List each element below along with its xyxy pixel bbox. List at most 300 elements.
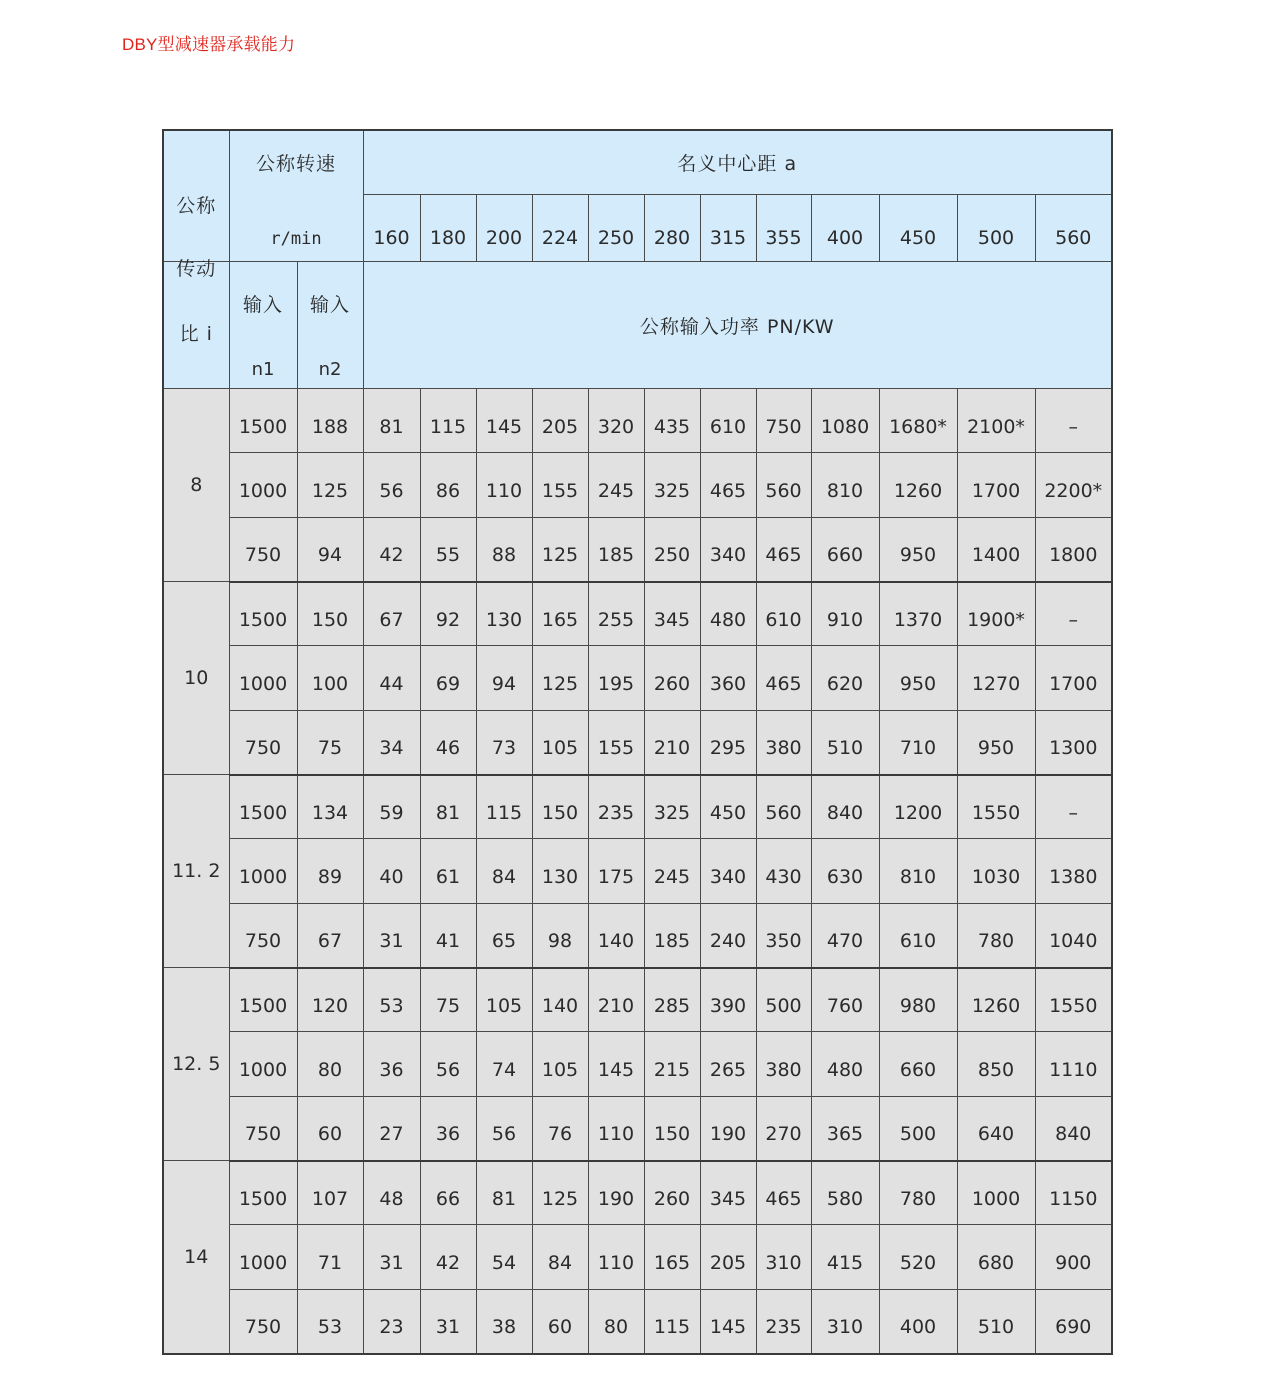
power-cell [879,453,957,518]
power-cell [1035,904,1112,968]
power-cell [957,453,1035,518]
input-n2-cell [297,389,363,453]
power-value: 41 [435,930,461,953]
input-n1-label: 输入 [242,294,283,316]
power-value: 260 [653,1187,691,1210]
input-n2-cell [297,1225,363,1290]
power-value: 840 [826,801,864,824]
center-distance-cell [588,195,644,262]
power-value: 125 [541,673,579,695]
power-value: 2100* [967,415,1025,438]
power-cell [957,646,1035,711]
power-value: 74 [491,1059,517,1081]
power-value: 81 [435,801,461,824]
power-value: 115 [485,801,523,824]
power-value: 710 [899,737,937,760]
power-cell [1035,389,1112,453]
power-value: 345 [653,608,691,631]
ratio-cell [163,968,229,1161]
power-cell [420,518,476,582]
input-n1-value: 1000 [238,866,288,888]
input-n1-value: 1500 [238,801,288,824]
power-cell [811,646,879,711]
power-cell [700,389,756,453]
power-cell [476,518,532,582]
power-value: 94 [491,673,517,695]
power-value: 110 [597,1123,635,1146]
input-n1-value: 1000 [238,1252,288,1274]
center-distance-cell [644,195,700,262]
power-value: 390 [709,994,747,1017]
power-cell [700,582,756,646]
power-cell [420,1097,476,1161]
power-cell [1035,839,1112,904]
input-n2-cell [297,1290,363,1354]
power-cell [588,904,644,968]
power-cell [644,389,700,453]
power-cell [879,518,957,582]
power-value: 1380 [1049,866,1098,888]
power-value: – [1068,415,1078,438]
input-n2-value: 94 [317,544,343,567]
power-value: 165 [541,608,579,631]
power-value: 465 [765,544,802,567]
power-cell [420,839,476,904]
table-row [163,1097,1112,1161]
power-value: 1040 [1049,930,1098,953]
input-n1-cell [229,968,297,1032]
center-distance-cell [476,195,532,262]
power-value: 150 [653,1123,691,1146]
power-value: 105 [541,737,579,760]
input-n1-value: 1000 [238,480,288,502]
power-cell [363,453,420,518]
power-cell [532,1225,588,1290]
power-value: 73 [491,737,517,760]
power-cell [644,646,700,711]
input-n1-cell [229,711,297,775]
power-cell [363,711,420,775]
power-value: 1270 [971,673,1021,695]
power-cell [700,839,756,904]
power-cell [879,1290,957,1354]
power-value: 500 [765,994,802,1017]
power-cell [588,582,644,646]
power-cell [588,968,644,1032]
input-n1-cell [229,1290,297,1354]
power-value: 140 [597,930,635,953]
input-n2-cell [297,904,363,968]
power-cell [700,1161,756,1225]
power-value: 55 [435,544,461,567]
power-cell [420,968,476,1032]
ratio-header-top [163,130,229,262]
power-cell [700,711,756,775]
power-value: 245 [653,866,691,888]
power-cell [644,775,700,839]
power-value: 310 [826,1316,864,1339]
power-value: 1300 [1049,737,1098,760]
power-cell [420,1161,476,1225]
input-n2-cell [297,582,363,646]
power-cell [756,1097,811,1161]
ratio-value: 10 [184,667,209,689]
power-cell [476,1032,532,1097]
nominal-power-header [363,262,1112,389]
center-distance-label: 名义中心距 a [677,153,798,176]
table-row [163,1161,1112,1225]
document-title: DBY型减速器承载能力 [122,35,296,54]
power-cell [756,518,811,582]
power-value: 61 [435,866,461,888]
input-n1-value: 1000 [238,1059,288,1081]
power-cell [756,839,811,904]
power-cell [420,1225,476,1290]
power-value: 23 [379,1316,404,1339]
power-cell [756,389,811,453]
power-cell [363,904,420,968]
input-n1-cell [229,389,297,453]
power-cell [363,1225,420,1290]
power-value: 88 [491,544,517,567]
power-value: 325 [653,801,691,824]
power-value: 42 [435,1252,461,1274]
center-distance-value: 160 [373,227,410,250]
power-cell [811,1290,879,1354]
ratio-cell [163,389,229,582]
power-cell [532,775,588,839]
power-value: 480 [826,1059,864,1081]
power-cell [957,1032,1035,1097]
input-n1-header [229,262,297,389]
power-cell [700,646,756,711]
power-cell [644,1032,700,1097]
power-value: 580 [826,1187,864,1210]
power-cell [700,1032,756,1097]
power-value: 190 [709,1123,747,1146]
input-n2-value: 60 [317,1123,343,1146]
power-value: 53 [379,994,404,1017]
load-capacity-table [162,129,1113,1355]
power-cell [476,389,532,453]
ratio-label-line-1: 公称 [176,195,217,217]
power-value: 125 [541,544,579,567]
power-cell [1035,1225,1112,1290]
input-n2-value: 100 [311,673,349,695]
power-value: 325 [653,480,691,502]
input-n1-value: 1500 [238,994,288,1017]
power-value: 130 [485,608,523,631]
power-value: 110 [597,1252,635,1274]
power-cell [879,1097,957,1161]
table-row [163,1290,1112,1354]
power-value: 470 [826,930,864,953]
input-n2-cell [297,1097,363,1161]
power-value: 780 [899,1187,937,1210]
power-value: 1080 [820,415,870,438]
power-value: 610 [899,930,937,953]
input-n2-value: 188 [311,415,349,438]
power-value: 400 [899,1316,937,1339]
power-cell [957,1225,1035,1290]
power-cell [957,582,1035,646]
power-value: 980 [899,994,937,1017]
input-n1-value: 750 [244,1123,282,1146]
power-value: 175 [597,866,635,888]
power-value: 380 [765,1059,802,1081]
power-value: 215 [653,1059,691,1081]
power-value: 92 [435,608,461,631]
power-value: 340 [709,544,747,567]
power-value: 510 [977,1316,1015,1339]
power-cell [363,646,420,711]
center-distance-value: 280 [653,227,691,250]
power-value: 1110 [1049,1059,1098,1081]
power-cell [811,775,879,839]
power-cell [420,1290,476,1354]
power-value: 36 [435,1123,461,1146]
power-value: 1550 [1049,994,1098,1017]
power-value: 520 [899,1252,937,1274]
power-cell [1035,968,1112,1032]
power-cell [420,711,476,775]
power-value: 350 [765,930,802,953]
power-cell [476,453,532,518]
power-value: 81 [379,415,404,438]
center-distance-cell [957,195,1035,262]
input-n2-cell [297,646,363,711]
power-value: 295 [709,737,747,760]
power-value: 340 [709,866,747,888]
ratio-cell [163,1161,229,1354]
table-row [163,775,1112,839]
power-value: 185 [653,930,691,953]
input-n1-cell [229,1225,297,1290]
input-n2-cell [297,839,363,904]
power-cell [644,518,700,582]
power-cell [420,453,476,518]
power-cell [476,839,532,904]
table-row [163,711,1112,775]
power-value: 1800 [1049,544,1098,567]
power-cell [811,711,879,775]
power-value: 165 [653,1252,691,1274]
power-cell [879,839,957,904]
power-value: 235 [597,801,635,824]
power-cell [588,839,644,904]
input-n1-cell [229,1161,297,1225]
power-cell [588,389,644,453]
power-cell [957,389,1035,453]
center-distance-value: 400 [826,227,864,250]
power-value: 1370 [893,608,943,631]
power-value: 840 [1055,1123,1092,1146]
power-cell [879,1032,957,1097]
power-value: 105 [485,994,523,1017]
power-value: 250 [653,544,691,567]
power-value: 40 [379,866,404,888]
power-cell [476,582,532,646]
power-value: 510 [826,737,864,760]
power-cell [588,1225,644,1290]
power-value: 1000 [971,1187,1021,1210]
power-cell [588,453,644,518]
power-value: 610 [709,415,747,438]
power-cell [476,775,532,839]
power-value: 1260 [893,480,943,502]
power-cell [879,1161,957,1225]
input-n2-cell [297,1161,363,1225]
input-n1-value: 750 [244,930,282,953]
power-value: 38 [491,1316,517,1339]
power-value: 125 [541,1187,579,1210]
power-value: 31 [379,1252,404,1274]
power-cell [879,389,957,453]
power-value: 65 [491,930,517,953]
power-cell [1035,1097,1112,1161]
power-value: 81 [491,1187,517,1210]
power-cell [644,453,700,518]
power-cell [957,1290,1035,1354]
power-value: 1400 [971,544,1021,567]
table-row [163,968,1112,1032]
table-row [163,389,1112,453]
power-cell [476,1225,532,1290]
power-value: 34 [379,737,404,760]
power-value: 46 [435,737,461,760]
power-value: 1200 [893,801,943,824]
power-cell [957,968,1035,1032]
input-n1-cell [229,1032,297,1097]
power-cell [476,711,532,775]
power-value: 1030 [971,866,1021,888]
power-cell [756,1032,811,1097]
power-cell [811,904,879,968]
power-cell [588,1161,644,1225]
center-distance-value: 224 [541,227,579,250]
table-row [163,582,1112,646]
ratio-label-line-3: 比 i [179,323,213,345]
power-cell [644,582,700,646]
power-value: 145 [485,415,523,438]
power-cell [700,1225,756,1290]
power-value: 560 [765,480,802,502]
power-value: – [1068,801,1078,824]
power-value: 245 [597,480,635,502]
input-n1-cell [229,646,297,711]
power-value: 360 [709,673,747,695]
center-distance-value: 560 [1055,227,1092,250]
power-value: 680 [977,1252,1015,1274]
power-value: 320 [597,415,635,438]
power-value: 345 [709,1187,747,1210]
power-value: 105 [541,1059,579,1081]
power-value: 2200* [1044,480,1103,502]
power-value: 80 [603,1316,629,1339]
input-n2-value: 107 [311,1187,349,1210]
input-n1-cell [229,1097,297,1161]
input-n1-value: 750 [244,737,282,760]
input-n2-value: 134 [311,801,349,824]
power-cell [644,968,700,1032]
power-value: 270 [765,1123,802,1146]
power-cell [700,775,756,839]
power-cell [756,904,811,968]
power-cell [588,1097,644,1161]
power-cell [363,518,420,582]
power-cell [420,389,476,453]
input-n2-value: 67 [317,930,343,953]
input-n1-cell [229,453,297,518]
input-n1-cell [229,775,297,839]
table-row [163,839,1112,904]
power-cell [1035,646,1112,711]
power-cell [700,1097,756,1161]
input-n2-sub: n2 [318,359,342,380]
power-value: 760 [826,994,864,1017]
center-distance-cell [1035,195,1112,262]
center-distance-cell [420,195,476,262]
center-distance-value: 500 [977,227,1015,250]
power-value: 900 [1055,1252,1092,1274]
power-value: 150 [541,801,579,824]
power-cell [420,775,476,839]
input-n1-cell [229,582,297,646]
power-cell [420,582,476,646]
power-value: 115 [653,1316,691,1339]
power-cell [588,1290,644,1354]
power-cell [957,518,1035,582]
power-value: 950 [977,737,1015,760]
power-value: 285 [653,994,691,1017]
nominal-power-label: 公称输入功率 PN/KW [639,315,835,338]
input-n1-value: 1500 [238,608,288,631]
power-cell [363,968,420,1032]
input-n2-cell [297,775,363,839]
power-value: 42 [379,544,404,567]
power-value: 240 [709,930,747,953]
power-cell [879,1225,957,1290]
power-value: 190 [597,1187,635,1210]
center-distance-value: 315 [709,227,747,250]
power-cell [420,904,476,968]
power-value: 465 [765,1187,802,1210]
power-cell [532,711,588,775]
power-value: 950 [899,544,937,567]
power-cell [756,646,811,711]
power-value: 155 [541,480,579,502]
power-cell [756,775,811,839]
power-value: 27 [379,1123,404,1146]
center-distance-cell [756,195,811,262]
power-value: 1680* [889,415,947,438]
power-value: 265 [709,1059,747,1081]
input-n1-value: 750 [244,544,282,567]
power-value: 185 [597,544,635,567]
power-cell [644,1290,700,1354]
power-cell [588,711,644,775]
power-value: 690 [1055,1316,1092,1339]
center-distance-value: 355 [765,227,802,250]
power-cell [363,775,420,839]
power-cell [532,839,588,904]
input-n1-sub: n1 [251,359,275,380]
power-value: 69 [435,673,461,695]
power-value: 145 [597,1059,635,1081]
power-cell [644,711,700,775]
power-value: 560 [765,801,802,824]
power-value: 56 [435,1059,461,1081]
